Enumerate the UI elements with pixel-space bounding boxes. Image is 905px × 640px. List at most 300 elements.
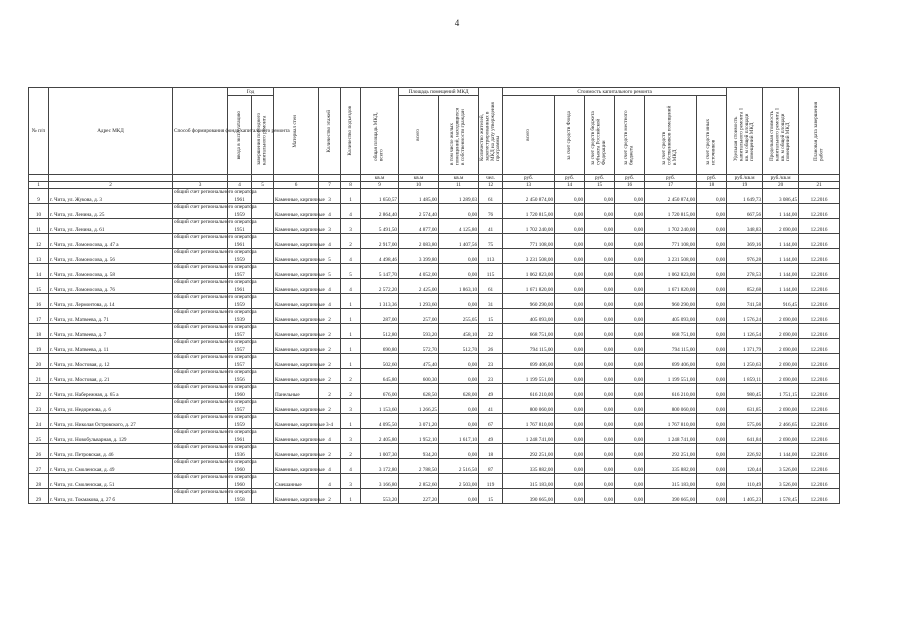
row-area-total: 572,70 xyxy=(399,339,439,354)
header-floors: Количество этажей xyxy=(319,88,341,175)
row-cost-federal: 0,00 xyxy=(585,429,615,444)
row-cost-fund: 0,00 xyxy=(555,324,585,339)
row-unit-cost: 1 649,73 xyxy=(727,189,763,204)
row-cost-total: 1 671 820,00 xyxy=(503,279,555,294)
row-residents: 67 xyxy=(479,414,503,429)
row-entrances: 2 xyxy=(341,369,361,384)
row-cost-other: 0,00 xyxy=(697,309,727,324)
row-cost-local: 0,00 xyxy=(615,414,645,429)
unit-cell xyxy=(49,175,173,182)
table-row xyxy=(29,234,840,249)
table-row xyxy=(29,294,840,309)
header-fund-method: Способ формирования фонда капитального ремонта xyxy=(173,88,228,175)
row-cost-total: 315 183,00 xyxy=(503,474,555,489)
header-address: Адрес МКД xyxy=(49,88,173,175)
row-fund-method: общий счет регионального оператора xyxy=(173,414,228,429)
row-cost-owners: 405 093,00 xyxy=(645,309,697,324)
table-row xyxy=(29,399,840,414)
row-planned-date: 12.2016 xyxy=(799,429,840,444)
row-wall-material: Каменные, кирпичные xyxy=(274,189,319,204)
unit-cell xyxy=(341,175,361,182)
row-cost-total: 960 290,00 xyxy=(503,294,555,309)
row-cost-federal: 0,00 xyxy=(585,399,615,414)
table-row xyxy=(29,339,840,354)
row-area-owned: 512,70 xyxy=(439,339,479,354)
table-row xyxy=(29,429,840,444)
table-row xyxy=(29,414,840,429)
table-row xyxy=(29,264,840,279)
row-floors: 2 xyxy=(319,384,341,399)
column-numbers-row xyxy=(29,182,840,189)
row-area-total: 2 083,80 xyxy=(399,234,439,249)
row-planned-date: 12.2016 xyxy=(799,249,840,264)
row-cost-total: 292 251,00 xyxy=(503,444,555,459)
column-number-cell: 3 xyxy=(173,182,228,189)
row-address: г. Чита, ул. Новобульварная, д. 129 xyxy=(49,429,173,444)
row-total-area: 1 313,36 xyxy=(361,294,399,309)
column-number-cell: 19 xyxy=(727,182,763,189)
row-cost-owners: 771 108,00 xyxy=(645,234,697,249)
row-cost-owners: 390 665,00 xyxy=(645,489,697,504)
row-year-built: 1959 xyxy=(228,204,252,219)
row-cost-other: 0,00 xyxy=(697,264,727,279)
row-wall-material: Каменные, кирпичные xyxy=(274,279,319,294)
row-cost-fund: 0,00 xyxy=(555,489,585,504)
row-cost-federal: 0,00 xyxy=(585,339,615,354)
row-address: г. Чита, ул. Ломоносова, д. 58 xyxy=(49,264,173,279)
unit-cell xyxy=(228,175,252,182)
row-area-total: 257,00 xyxy=(399,309,439,324)
row-planned-date: 12.2016 xyxy=(799,459,840,474)
row-cost-owners: 668 751,00 xyxy=(645,324,697,339)
table-header xyxy=(29,88,840,189)
column-number-cell: 11 xyxy=(439,182,479,189)
row-year-built: 1956 xyxy=(228,369,252,384)
table-row xyxy=(29,219,840,234)
row-area-total: 3 399,80 xyxy=(399,249,439,264)
row-wall-material: Каменные, кирпичные xyxy=(274,324,319,339)
row-cost-fund: 0,00 xyxy=(555,399,585,414)
table-row xyxy=(29,369,840,384)
row-cost-fund: 0,00 xyxy=(555,474,585,489)
row-area-total: 1 293,60 xyxy=(399,294,439,309)
row-cost-local: 0,00 xyxy=(615,309,645,324)
row-address: г. Чита, ул. Петровская, д. 46 xyxy=(49,444,173,459)
row-cost-owners: 292 251,00 xyxy=(645,444,697,459)
column-number-cell: 7 xyxy=(319,182,341,189)
row-max-cost: 2 690,00 xyxy=(763,339,799,354)
row-max-cost: 1 144,00 xyxy=(763,279,799,294)
unit-cell: руб./кв.м xyxy=(763,175,799,182)
row-planned-date: 12.2016 xyxy=(799,204,840,219)
row-year-built: 1960 xyxy=(228,474,252,489)
row-cost-local: 0,00 xyxy=(615,189,645,204)
row-cost-owners: 3 231 508,00 xyxy=(645,249,697,264)
header-year-group: Год xyxy=(228,88,274,96)
row-area-total: 2 788,50 xyxy=(399,459,439,474)
row-entrances: 1 xyxy=(341,489,361,504)
row-area-owned: 0,00 xyxy=(439,414,479,429)
table-row xyxy=(29,309,840,324)
row-unit-cost: 348,83 xyxy=(727,219,763,234)
row-unit-cost: 226,92 xyxy=(727,444,763,459)
row-address: г. Чита, ул. Смоленская, д. 51 xyxy=(49,474,173,489)
row-fund-method: общий счет регионального оператора xyxy=(173,279,228,294)
row-area-owned: 0,00 xyxy=(439,369,479,384)
row-max-cost: 2 466,65 xyxy=(763,414,799,429)
row-cost-total: 794 115,00 xyxy=(503,339,555,354)
row-cost-local: 0,00 xyxy=(615,489,645,504)
row-planned-date: 12.2016 xyxy=(799,219,840,234)
row-area-total: 2 574,40 xyxy=(399,204,439,219)
header-max-cost: Предельная стоимость капитального ремонта 1 кв. м общей площади помещений МКД xyxy=(763,88,799,175)
row-number: 25 xyxy=(29,429,49,444)
row-number: 28 xyxy=(29,474,49,489)
row-entrances: 4 xyxy=(341,279,361,294)
row-residents: 76 xyxy=(479,204,503,219)
row-max-cost: 1 578,45 xyxy=(763,489,799,504)
row-unit-cost: 852,68 xyxy=(727,279,763,294)
row-planned-date: 12.2016 xyxy=(799,189,840,204)
row-planned-date: 12.2016 xyxy=(799,369,840,384)
row-number: 24 xyxy=(29,414,49,429)
row-floors: 2 xyxy=(319,324,341,339)
row-address: г. Чита, ул. Смоленская, д. 49 xyxy=(49,459,173,474)
row-cost-fund: 0,00 xyxy=(555,414,585,429)
row-wall-material: Каменные, кирпичные xyxy=(274,414,319,429)
table-row xyxy=(29,459,840,474)
row-area-total: 593,20 xyxy=(399,324,439,339)
row-number: 12 xyxy=(29,234,49,249)
row-fund-method: общий счет регионального оператора xyxy=(173,399,228,414)
row-max-cost: 2 690,00 xyxy=(763,369,799,384)
row-floors: 2 xyxy=(319,309,341,324)
row-year-built: 1961 xyxy=(228,189,252,204)
row-floors: 2 xyxy=(319,489,341,504)
row-wall-material: Каменные, кирпичные xyxy=(274,234,319,249)
row-number: 22 xyxy=(29,384,49,399)
row-total-area: 4 498,46 xyxy=(361,249,399,264)
row-year-built: 1959 xyxy=(228,414,252,429)
row-floors: 3 xyxy=(319,189,341,204)
row-total-area: 2 405,80 xyxy=(361,429,399,444)
row-unit-cost: 1 576,24 xyxy=(727,309,763,324)
row-area-owned: 1 863,10 xyxy=(439,279,479,294)
row-unit-cost: 667,56 xyxy=(727,204,763,219)
row-cost-other: 0,00 xyxy=(697,369,727,384)
table-row xyxy=(29,489,840,504)
row-address: г. Чита, ул. Мостовая, д. 12 xyxy=(49,354,173,369)
unit-cell: чел. xyxy=(479,175,503,182)
row-entrances: 1 xyxy=(341,294,361,309)
row-cost-fund: 0,00 xyxy=(555,234,585,249)
row-residents: 61 xyxy=(479,279,503,294)
row-max-cost: 1 144,00 xyxy=(763,444,799,459)
row-year-built: 1957 xyxy=(228,354,252,369)
row-fund-method: общий счет регионального оператора xyxy=(173,489,228,504)
row-number: 23 xyxy=(29,399,49,414)
row-entrances: 3 xyxy=(341,219,361,234)
row-planned-date: 12.2016 xyxy=(799,339,840,354)
row-entrances: 4 xyxy=(341,249,361,264)
row-wall-material: Каменные, кирпичные xyxy=(274,249,319,264)
row-address: г. Чита, ул. Лермонтова, д. 14 xyxy=(49,294,173,309)
row-planned-date: 12.2016 xyxy=(799,309,840,324)
row-residents: 15 xyxy=(479,309,503,324)
row-wall-material: Каменные, кирпичные xyxy=(274,444,319,459)
column-number-cell: 12 xyxy=(479,182,503,189)
row-total-area: 2 572,20 xyxy=(361,279,399,294)
row-year-built: 1961 xyxy=(228,279,252,294)
row-max-cost: 2 690,00 xyxy=(763,354,799,369)
row-cost-owners: 1 199 551,00 xyxy=(645,369,697,384)
row-cost-total: 668 751,00 xyxy=(503,324,555,339)
row-max-cost: 3 526,00 xyxy=(763,459,799,474)
row-floors: 3 xyxy=(319,219,341,234)
row-area-owned: 0,00 xyxy=(439,399,479,414)
row-area-total: 475,40 xyxy=(399,354,439,369)
row-cost-federal: 0,00 xyxy=(585,309,615,324)
row-address: г. Чита, ул. Недорезова, д. 6 xyxy=(49,399,173,414)
row-area-owned: 0,00 xyxy=(439,354,479,369)
column-number-cell: 9 xyxy=(361,182,399,189)
unit-cell: руб. xyxy=(645,175,697,182)
table-row xyxy=(29,279,840,294)
row-cost-fund: 0,00 xyxy=(555,249,585,264)
header-year-built: ввода в эксплуатацию xyxy=(228,96,252,175)
column-number-cell: 13 xyxy=(503,182,555,189)
row-residents: 26 xyxy=(479,339,503,354)
row-cost-local: 0,00 xyxy=(615,264,645,279)
table-row xyxy=(29,249,840,264)
row-max-cost: 2 690,00 xyxy=(763,219,799,234)
column-number-cell: 18 xyxy=(697,182,727,189)
column-number-cell: 20 xyxy=(763,182,799,189)
row-cost-total: 1 767 810,00 xyxy=(503,414,555,429)
unit-cell: руб. xyxy=(697,175,727,182)
row-cost-total: 800 060,00 xyxy=(503,399,555,414)
unit-cell xyxy=(274,175,319,182)
row-wall-material: Каменные, кирпичные xyxy=(274,204,319,219)
row-cost-total: 335 882,00 xyxy=(503,459,555,474)
row-fund-method: общий счет регионального оператора xyxy=(173,264,228,279)
unit-cell xyxy=(799,175,840,182)
row-year-built: 1957 xyxy=(228,339,252,354)
row-planned-date: 12.2016 xyxy=(799,234,840,249)
row-max-cost: 2 690,00 xyxy=(763,399,799,414)
row-total-area: 690,80 xyxy=(361,339,399,354)
row-total-area: 2 864,40 xyxy=(361,204,399,219)
row-planned-date: 12.2016 xyxy=(799,399,840,414)
row-cost-total: 1 720 815,00 xyxy=(503,204,555,219)
header-cost-other: за счет средств иных источников xyxy=(697,96,727,175)
row-fund-method: общий счет регионального оператора xyxy=(173,354,228,369)
table-row xyxy=(29,444,840,459)
row-cost-local: 0,00 xyxy=(615,279,645,294)
row-cost-federal: 0,00 xyxy=(585,249,615,264)
row-year-built: 1960 xyxy=(228,384,252,399)
row-cost-total: 1 199 551,00 xyxy=(503,369,555,384)
row-unit-cost: 1 371,79 xyxy=(727,339,763,354)
row-area-total: 628,50 xyxy=(399,384,439,399)
row-planned-date: 12.2016 xyxy=(799,294,840,309)
row-cost-local: 0,00 xyxy=(615,444,645,459)
row-area-total: 2 852,60 xyxy=(399,474,439,489)
row-cost-total: 3 231 508,00 xyxy=(503,249,555,264)
row-cost-fund: 0,00 xyxy=(555,459,585,474)
row-fund-method: общий счет регионального оператора xyxy=(173,444,228,459)
unit-cell: руб. xyxy=(555,175,585,182)
row-max-cost: 916,45 xyxy=(763,294,799,309)
row-cost-federal: 0,00 xyxy=(585,474,615,489)
row-wall-material: Каменные, кирпичные xyxy=(274,459,319,474)
row-address: г. Чита, ул. Ленина, д. 61 xyxy=(49,219,173,234)
row-floors: 3-4 xyxy=(319,414,341,429)
row-fund-method: общий счет регионального оператора xyxy=(173,219,228,234)
row-total-area: 645,80 xyxy=(361,369,399,384)
row-cost-local: 0,00 xyxy=(615,369,645,384)
row-cost-total: 699 406,00 xyxy=(503,354,555,369)
row-residents: 18 xyxy=(479,444,503,459)
row-cost-other: 0,00 xyxy=(697,294,727,309)
row-max-cost: 1 751,15 xyxy=(763,384,799,399)
row-planned-date: 12.2016 xyxy=(799,279,840,294)
row-year-built: 1957 xyxy=(228,324,252,339)
row-unit-cost: 1 250,63 xyxy=(727,354,763,369)
row-cost-local: 0,00 xyxy=(615,429,645,444)
row-fund-method: общий счет регионального оператора xyxy=(173,189,228,204)
column-number-cell: 15 xyxy=(585,182,615,189)
column-number-cell: 17 xyxy=(645,182,697,189)
row-cost-other: 0,00 xyxy=(697,414,727,429)
row-floors: 2 xyxy=(319,339,341,354)
row-area-total: 2 425,00 xyxy=(399,279,439,294)
row-cost-other: 0,00 xyxy=(697,459,727,474)
row-fund-method: общий счет регионального оператора xyxy=(173,429,228,444)
row-unit-cost: 631,85 xyxy=(727,399,763,414)
row-cost-federal: 0,00 xyxy=(585,354,615,369)
header-cost-group: Стоимость капитального ремонта xyxy=(503,88,727,96)
row-area-total: 1 485,00 xyxy=(399,189,439,204)
row-number: 14 xyxy=(29,264,49,279)
row-area-total: 934,20 xyxy=(399,444,439,459)
row-cost-fund: 0,00 xyxy=(555,204,585,219)
row-unit-cost: 575,06 xyxy=(727,414,763,429)
row-planned-date: 12.2016 xyxy=(799,414,840,429)
row-address: г. Чита, ул. Токмакова, д. 27 б xyxy=(49,489,173,504)
row-number: 9 xyxy=(29,189,49,204)
row-cost-federal: 0,00 xyxy=(585,384,615,399)
row-area-owned: 458,10 xyxy=(439,324,479,339)
row-cost-federal: 0,00 xyxy=(585,204,615,219)
row-total-area: 287,00 xyxy=(361,309,399,324)
row-max-cost: 3 086,45 xyxy=(763,189,799,204)
row-total-area: 4 095,50 xyxy=(361,414,399,429)
row-wall-material: Каменные, кирпичные xyxy=(274,489,319,504)
row-area-owned: 1 407,56 xyxy=(439,234,479,249)
row-residents: 23 xyxy=(479,369,503,384)
row-entrances: 1 xyxy=(341,414,361,429)
row-wall-material: Каменные, кирпичные xyxy=(274,309,319,324)
row-number: 27 xyxy=(29,459,49,474)
header-cost-owners: за счет средств собственников помещений в МКД xyxy=(645,96,697,175)
row-number: 17 xyxy=(29,309,49,324)
row-cost-owners: 699 406,00 xyxy=(645,354,697,369)
row-cost-local: 0,00 xyxy=(615,234,645,249)
row-address: г. Чита, ул. Ломоносова, д. 76 xyxy=(49,279,173,294)
row-fund-method: общий счет регионального оператора xyxy=(173,369,228,384)
row-planned-date: 12.2016 xyxy=(799,384,840,399)
row-number: 26 xyxy=(29,444,49,459)
row-cost-other: 0,00 xyxy=(697,489,727,504)
row-cost-local: 0,00 xyxy=(615,219,645,234)
row-fund-method: общий счет регионального оператора xyxy=(173,294,228,309)
row-area-total: 4 052,00 xyxy=(399,264,439,279)
row-year-built: 1951 xyxy=(228,219,252,234)
unit-cell: руб. xyxy=(585,175,615,182)
row-wall-material: Каменные, кирпичные xyxy=(274,399,319,414)
row-cost-total: 616 210,00 xyxy=(503,384,555,399)
row-cost-total: 390 665,00 xyxy=(503,489,555,504)
row-address: г. Чита, ул. Набережная, д. 65 а xyxy=(49,384,173,399)
row-fund-method: общий счет регионального оператора xyxy=(173,459,228,474)
row-cost-other: 0,00 xyxy=(697,354,727,369)
row-residents: 31 xyxy=(479,294,503,309)
header-area-total: всего xyxy=(399,96,439,175)
row-year-built: 1936 xyxy=(228,444,252,459)
table-row xyxy=(29,474,840,489)
row-floors: 4 xyxy=(319,459,341,474)
row-residents: 49 xyxy=(479,384,503,399)
row-number: 19 xyxy=(29,339,49,354)
row-address: г. Чита, ул. Жукова, д. 3 xyxy=(49,189,173,204)
row-cost-owners: 1 702 240,00 xyxy=(645,219,697,234)
row-area-owned: 1 289,03 xyxy=(439,189,479,204)
row-cost-owners: 960 290,00 xyxy=(645,294,697,309)
row-wall-material: Каменные, кирпичные xyxy=(274,429,319,444)
row-cost-other: 0,00 xyxy=(697,429,727,444)
row-residents: 115 xyxy=(479,264,503,279)
row-fund-method: общий счет регионального оператора xyxy=(173,339,228,354)
row-fund-method: общий счет регионального оператора xyxy=(173,204,228,219)
row-residents: 22 xyxy=(479,324,503,339)
header-planned-date: Плановая дата завершения работ xyxy=(799,88,840,175)
row-number: 20 xyxy=(29,354,49,369)
row-unit-cost: 1 126,54 xyxy=(727,324,763,339)
column-number-cell: 2 xyxy=(49,182,173,189)
row-cost-local: 0,00 xyxy=(615,324,645,339)
unit-cell xyxy=(173,175,228,182)
table-row xyxy=(29,324,840,339)
row-cost-fund: 0,00 xyxy=(555,339,585,354)
row-cost-other: 0,00 xyxy=(697,474,727,489)
unit-cell xyxy=(29,175,49,182)
row-cost-local: 0,00 xyxy=(615,399,645,414)
row-floors: 2 xyxy=(319,399,341,414)
row-cost-local: 0,00 xyxy=(615,354,645,369)
row-total-area: 553,20 xyxy=(361,489,399,504)
row-cost-federal: 0,00 xyxy=(585,279,615,294)
row-entrances: 3 xyxy=(341,429,361,444)
unit-cell xyxy=(252,175,274,182)
row-cost-other: 0,00 xyxy=(697,189,727,204)
row-cost-federal: 0,00 xyxy=(585,219,615,234)
row-cost-fund: 0,00 xyxy=(555,429,585,444)
row-entrances: 1 xyxy=(341,324,361,339)
row-residents: 15 xyxy=(479,489,503,504)
row-cost-other: 0,00 xyxy=(697,384,727,399)
row-address: г. Чита, ул. Матвеева, д. 71 xyxy=(49,309,173,324)
